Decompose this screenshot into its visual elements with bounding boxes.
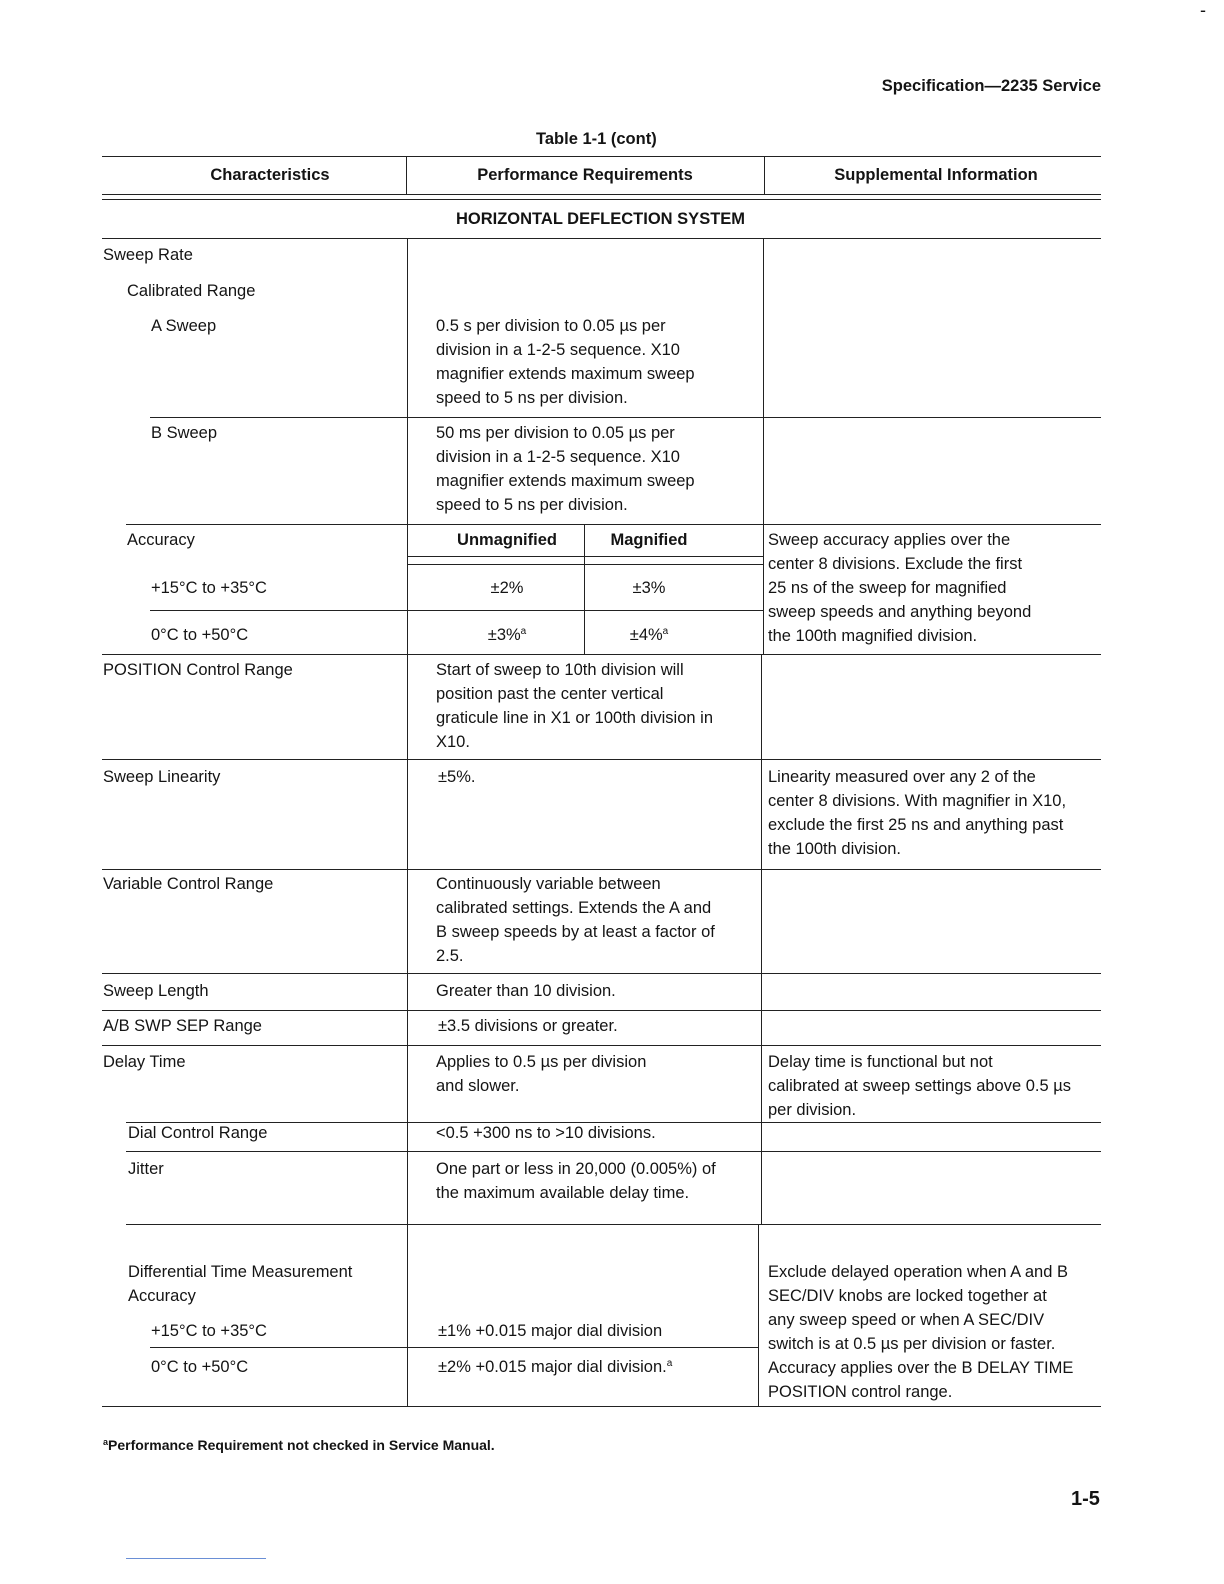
- rule: [102, 654, 1101, 655]
- text-line: Applies to 0.5 µs per division: [436, 1053, 647, 1071]
- text-line: calibrated settings. Extends the A and: [436, 899, 712, 917]
- footnote-marker: a: [103, 1437, 109, 1447]
- text-line: the 100th magnified division.: [768, 627, 978, 645]
- a-sweep-text: [436, 314, 695, 410]
- position-label: POSITION Control Range: [103, 661, 293, 679]
- text-line: speed to 5 ns per division.: [436, 496, 628, 514]
- rule: [761, 654, 762, 1224]
- text-line: 50 ms per division to 0.05 µs per: [436, 424, 675, 442]
- rule: [407, 556, 763, 557]
- text-line: Delay time is functional but not: [768, 1053, 993, 1071]
- delay-time-label: Delay Time: [103, 1053, 186, 1071]
- rule: [150, 610, 763, 611]
- text-line: Exclude delayed operation when A and B: [768, 1263, 1068, 1281]
- text-line: and slower.: [436, 1077, 520, 1095]
- b-sweep-label: B Sweep: [151, 424, 218, 442]
- text-line: division in a 1-2-5 sequence. X10: [436, 341, 680, 359]
- text-line: One part or less in 20,000 (0.005%) of: [436, 1160, 716, 1178]
- text-line: division in a 1-2-5 sequence. X10: [436, 448, 680, 466]
- rule: [150, 1347, 758, 1348]
- rule: [102, 238, 1101, 239]
- footnote-text: Performance Requirement not checked in Service Manual.: [108, 1437, 495, 1453]
- text-line: Linearity measured over any 2 of the: [768, 768, 1036, 786]
- position-text: [436, 658, 713, 754]
- sweep-length-value: Greater than 10 division.: [436, 982, 616, 1000]
- sweep-length-label: Sweep Length: [103, 982, 209, 1000]
- rule: [126, 1151, 1101, 1152]
- sweep-rate-label: Sweep Rate: [103, 246, 193, 264]
- differential-supplemental: [768, 1260, 1073, 1404]
- footnote-marker: a: [662, 626, 669, 637]
- text-line: sweep speeds and anything beyond: [768, 603, 1032, 621]
- section-title: HORIZONTAL DEFLECTION SYSTEM: [455, 210, 746, 228]
- variable-text: [436, 872, 715, 968]
- text-line: center 8 divisions. With magnifier in X10,: [768, 792, 1067, 810]
- differential-value-2: [438, 1355, 672, 1379]
- accuracy-temp-2: 0°C to +50°C: [151, 626, 249, 644]
- text-line: exclude the first 25 ns and anything past: [768, 816, 1064, 834]
- accuracy-mag-2: [585, 623, 713, 647]
- accuracy-unmag-2: [407, 623, 607, 647]
- text-line: magnifier extends maximum sweep: [436, 472, 695, 490]
- dial-control-label: Dial Control Range: [128, 1124, 268, 1142]
- text-line: Start of sweep to 10th division will: [436, 661, 684, 679]
- text-line: B sweep speeds by at least a factor of: [436, 923, 715, 941]
- table-title: Table 1-1 (cont): [536, 130, 657, 148]
- magnified-header: Magnified: [610, 531, 688, 549]
- text-line: Accuracy applies over the B DELAY TIME: [768, 1359, 1074, 1377]
- rule: [126, 524, 1101, 525]
- rule: [126, 1224, 1101, 1225]
- rule: [758, 1224, 759, 1406]
- col-header-performance: Performance Requirements: [477, 166, 693, 184]
- linearity-supplemental: [768, 765, 1066, 861]
- text-line: the maximum available delay time.: [436, 1184, 690, 1202]
- rule: [102, 199, 1101, 200]
- text-line: any sweep speed or when A SEC/DIV: [768, 1311, 1045, 1329]
- text-line: speed to 5 ns per division.: [436, 389, 628, 407]
- text-line: Continuously variable between: [436, 875, 661, 893]
- text-line: Sweep accuracy applies over the: [768, 531, 1011, 549]
- footnote-marker: a: [666, 1358, 673, 1369]
- ab-swp-label: A/B SWP SEP Range: [103, 1017, 262, 1035]
- text-line: position past the center vertical: [436, 685, 664, 703]
- value: ±3%: [487, 626, 521, 644]
- rule: [150, 417, 1101, 418]
- text-line: SEC/DIV knobs are locked together at: [768, 1287, 1047, 1305]
- differential-value-1: ±1% +0.015 major dial division: [438, 1322, 663, 1340]
- text-line: X10.: [436, 733, 470, 751]
- rule: [407, 564, 763, 565]
- corner-mark: -: [1200, 0, 1206, 20]
- text-line: calibrated at sweep settings above 0.5 µs: [768, 1077, 1072, 1095]
- jitter-label: Jitter: [128, 1160, 164, 1178]
- differential-label: [128, 1260, 352, 1308]
- rule: [102, 156, 1101, 157]
- linearity-label: Sweep Linearity: [103, 768, 221, 786]
- value: ±4%: [629, 626, 663, 644]
- bottom-rule: [126, 1558, 266, 1559]
- accuracy-mag-1: ±3%: [632, 579, 666, 597]
- differential-temp-1: +15°C to +35°C: [151, 1322, 267, 1340]
- rule: [102, 1045, 1101, 1046]
- text-line: the 100th division.: [768, 840, 902, 858]
- rule: [102, 194, 1101, 195]
- differential-temp-2: 0°C to +50°C: [151, 1358, 249, 1376]
- footnote-marker: a: [520, 626, 527, 637]
- text-line: switch is at 0.5 µs per division or faster.: [768, 1335, 1056, 1353]
- dial-control-value: <0.5 +300 ns to >10 divisions.: [436, 1124, 656, 1142]
- linearity-value: ±5%.: [438, 768, 476, 786]
- text-line: 0.5 s per division to 0.05 µs per: [436, 317, 666, 335]
- rule: [102, 759, 1101, 760]
- calibrated-range-label: Calibrated Range: [127, 282, 256, 300]
- text-line: 25 ns of the sweep for magnified: [768, 579, 1007, 597]
- rule: [102, 1010, 1101, 1011]
- text-line: POSITION control range.: [768, 1383, 953, 1401]
- text-line: Differential Time Measurement: [128, 1263, 353, 1281]
- rule: [407, 238, 408, 1406]
- footnote: [103, 1437, 495, 1453]
- jitter-text: [436, 1157, 716, 1205]
- accuracy-temp-1: +15°C to +35°C: [151, 579, 267, 597]
- rule: [102, 973, 1101, 974]
- text-line: 2.5.: [436, 947, 464, 965]
- variable-label: Variable Control Range: [103, 875, 274, 893]
- value: ±2% +0.015 major dial division.: [438, 1358, 667, 1376]
- text-line: graticule line in X1 or 100th division in: [436, 709, 713, 727]
- ab-swp-value: ±3.5 divisions or greater.: [438, 1017, 618, 1035]
- delay-time-text: [436, 1050, 646, 1098]
- accuracy-unmag-1: ±2%: [490, 579, 524, 597]
- text-line: magnifier extends maximum sweep: [436, 365, 695, 383]
- accuracy-label: Accuracy: [127, 531, 195, 549]
- text-line: center 8 divisions. Exclude the first: [768, 555, 1023, 573]
- delay-time-supplemental: [768, 1050, 1071, 1122]
- unmagnified-header: Unmagnified: [457, 531, 557, 549]
- rule: [763, 238, 764, 654]
- rule: [102, 869, 1101, 870]
- col-header-characteristics: Characteristics: [210, 166, 330, 184]
- col-header-supplemental: Supplemental Information: [834, 166, 1038, 184]
- text-line: per division.: [768, 1101, 857, 1119]
- b-sweep-text: [436, 421, 695, 517]
- a-sweep-label: A Sweep: [151, 317, 217, 335]
- text-line: Accuracy: [128, 1287, 196, 1305]
- page-number: 1-5: [1071, 1488, 1100, 1510]
- accuracy-supplemental: [768, 528, 1031, 648]
- running-title: Specification—2235 Service: [881, 77, 1101, 95]
- rule: [102, 1406, 1101, 1407]
